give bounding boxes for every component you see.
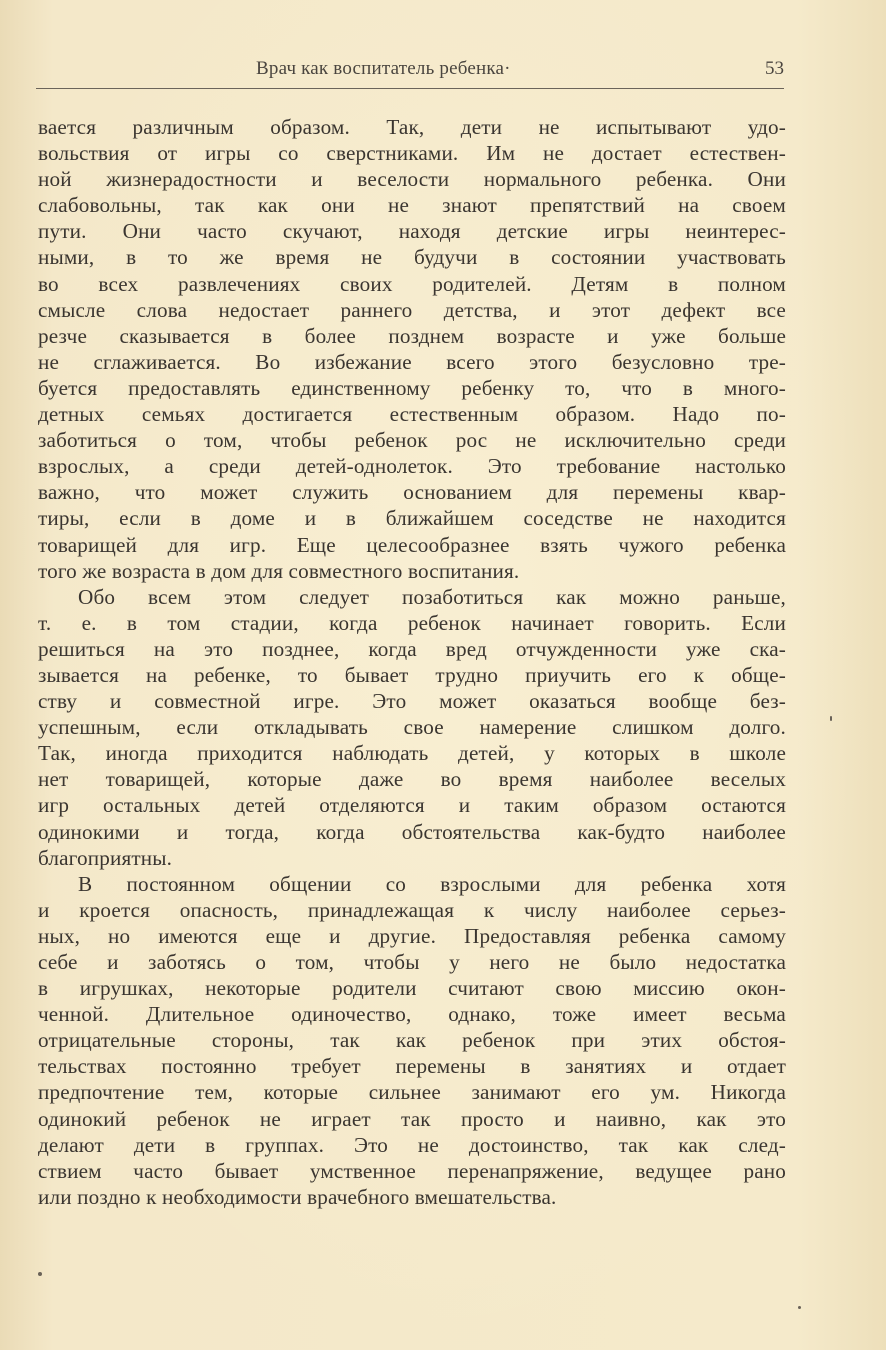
- text-line: ченной. Длительное одиночество, однако, тоже имеет весьма: [38, 1002, 786, 1027]
- text-line: зывается на ребенке, то бывает трудно приучить его к обще-: [38, 662, 786, 687]
- text-line: одинокими и тогда, когда обстоятельства как-будто наиболее: [38, 819, 786, 844]
- text-line: взрослых, а среди детей-однолеток. Это требование настолько: [38, 454, 786, 479]
- text-line: успешным, если откладывать свое намерение слишком долго.: [38, 715, 786, 740]
- paper-speck: [798, 1306, 801, 1309]
- text-line: отрицательные стороны, так как ребенок при этих обстоя-: [38, 1028, 786, 1053]
- text-line: благоприятны.: [38, 845, 173, 870]
- text-line: делают дети в группах. Это не достоинство, так как след-: [38, 1132, 786, 1157]
- text-line: В постоянном общении со взрослыми для ребенка хотя: [78, 871, 786, 896]
- paper-speck: [38, 1272, 42, 1276]
- text-line: и кроется опасность, принадлежащая к числу наиболее серьез-: [38, 897, 786, 922]
- text-line: игр остальных детей отделяются и таким образом остаются: [38, 793, 786, 818]
- text-line: того же возраста в дом для совместного воспитания.: [38, 558, 520, 583]
- text-line: нет товарищей, которые даже во время наиболее веселых: [38, 767, 786, 792]
- text-line: одинокий ребенок не играет так просто и наивно, как это: [38, 1106, 786, 1131]
- text-line: смысле слова недостает раннего детства, и этот дефект все: [38, 297, 786, 322]
- running-title: Врач как воспитатель ребенка·: [256, 58, 511, 79]
- page-number: 53: [765, 58, 784, 79]
- text-line: Так, иногда приходится наблюдать детей, у которых в школе: [38, 741, 786, 766]
- text-line: слабовольны, так как они не знают препятствий на своем: [38, 193, 786, 218]
- text-line: вается различным образом. Так, дети не испытывают удо-: [38, 115, 786, 139]
- text-line: товарищей для игр. Еще целесообразнее взять чужого ребенка: [38, 532, 786, 557]
- text-line: ной жизнерадостности и веселости нормального ребенка. Они: [38, 167, 786, 192]
- body-text: [38, 114, 786, 1210]
- text-line: вольствия от игры со сверстниками. Им не достает естествен-: [38, 141, 786, 166]
- text-line: буется предоставлять единственному ребенку то, что в много-: [38, 375, 786, 400]
- header-rule: [36, 88, 784, 89]
- text-line: тельствах постоянно требует перемены в занятиях и отдает: [38, 1054, 786, 1079]
- text-line: себе и заботясь о том, чтобы у него не было недостатка: [38, 950, 786, 974]
- text-line: важно, что может служить основанием для перемены квар-: [38, 480, 786, 505]
- text-line: детных семьях достигается естественным образом. Надо по-: [38, 402, 786, 427]
- text-line: заботиться о том, чтобы ребенок рос не исключительно среди: [38, 428, 786, 453]
- text-line: в игрушках, некоторые родители считают свою миссию окон-: [38, 976, 786, 1001]
- text-line: пути. Они часто скучают, находя детские игры неинтерес-: [38, 219, 786, 244]
- text-line: предпочтение тем, которые сильнее занимают его ум. Никогда: [38, 1080, 786, 1105]
- text-line: ных, но имеются еще и другие. Предоставляя ребенка самому: [38, 923, 786, 948]
- text-line: решиться на это позднее, когда вред отчужденности уже ска-: [38, 636, 786, 661]
- text-line: ными, в то же время не будучи в состоянии участвовать: [38, 245, 786, 270]
- paper-speck: [830, 716, 832, 721]
- text-line: не сглаживается. Во избежание всего этого безусловно тре-: [38, 349, 786, 374]
- text-line: во всех развлечениях своих родителей. Детям в полном: [38, 271, 786, 296]
- text-line: тиры, если в доме и в ближайшем соседстве не находится: [38, 506, 786, 531]
- text-line: т. е. в том стадии, когда ребенок начинает говорить. Если: [38, 610, 786, 635]
- running-head: [36, 56, 784, 84]
- text-line: или поздно к необходимости врачебного вмешательства.: [38, 1184, 557, 1209]
- text-line: Обо всем этом следует позаботиться как можно раньше,: [78, 584, 786, 609]
- text-line: ствием часто бывает умственное перенапряжение, ведущее рано: [38, 1158, 786, 1183]
- text-line: ству и совместной игре. Это может оказаться вообще без-: [38, 689, 786, 714]
- text-line: резче сказывается в более позднем возрасте и уже больше: [38, 323, 786, 348]
